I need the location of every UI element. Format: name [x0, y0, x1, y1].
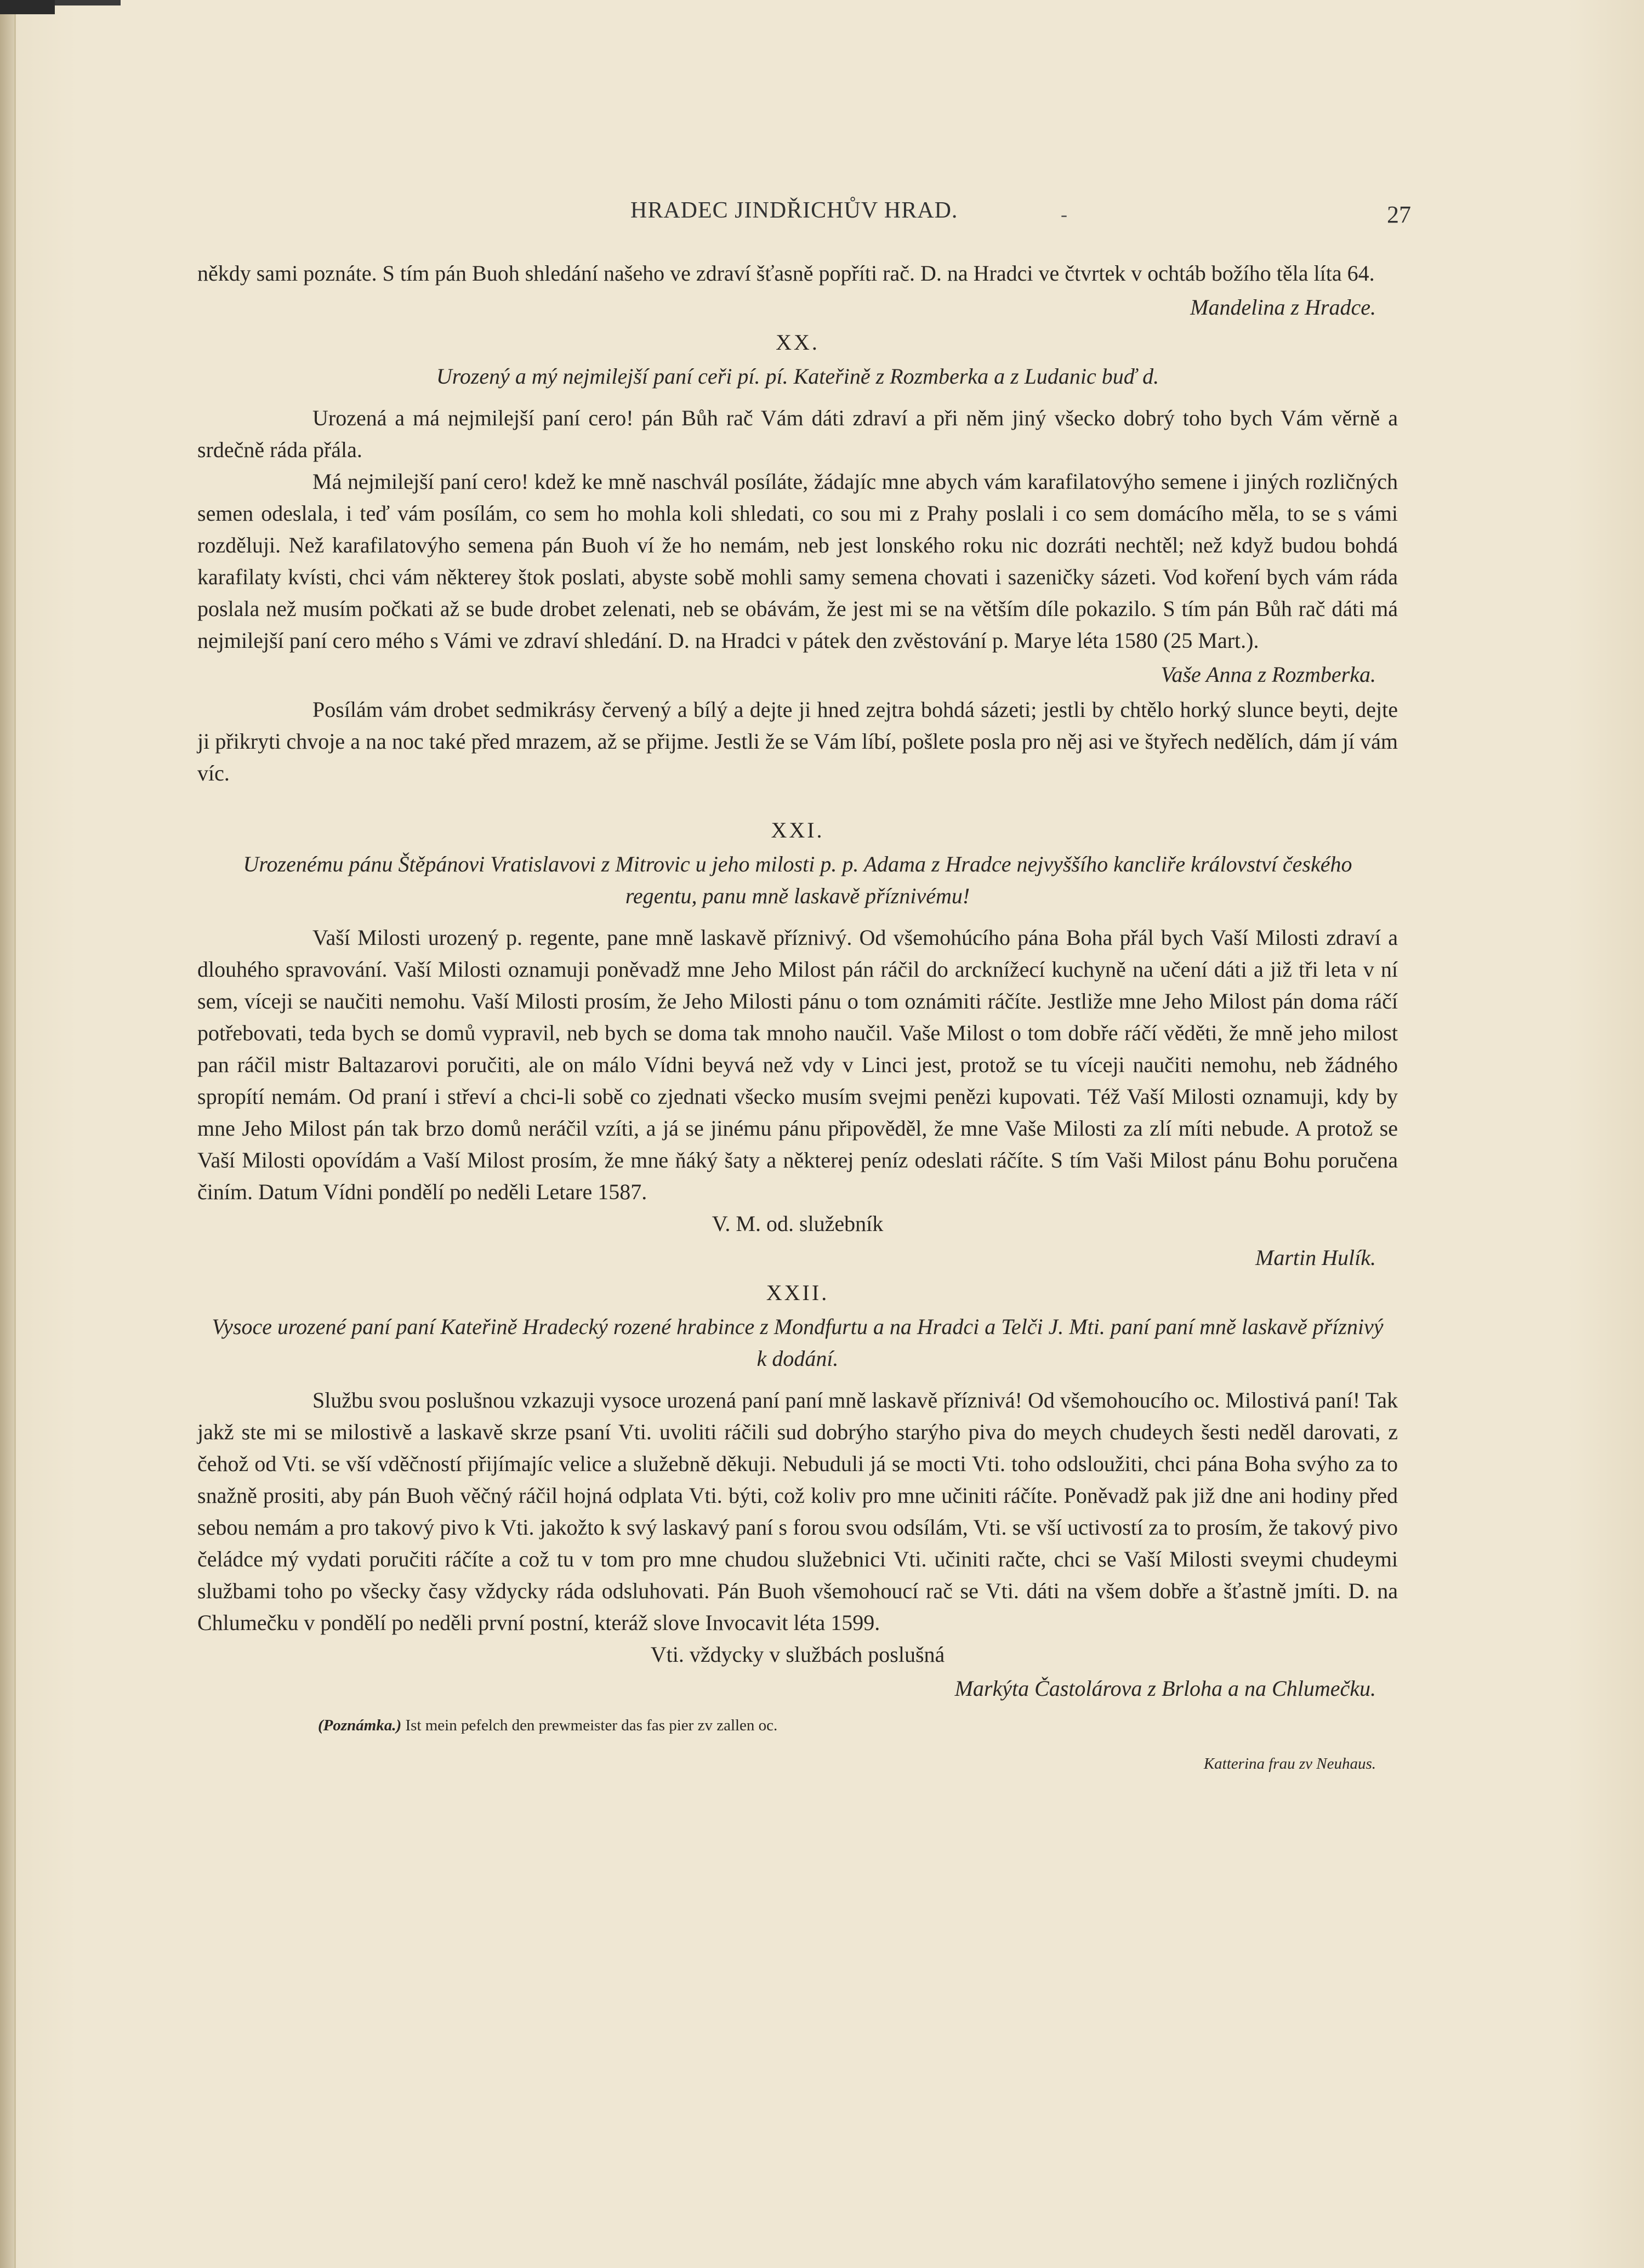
letter-20-paragraph-2: Má nejmilejší paní cero! kdež ke mně naschvál posíláte, žádajíc mne abych vám karafilatovýho semene i jiných rozličných semen odeslala, i teď vám posílám, co sem ho mohla koli shledati, co sou mi z Prahy poslali i co sem domácího měla, to se s vámi rozděluji. Než karafilatovýho semena pán Buoh ví že ho nemám, neb jest lonského roku nic dozráti nechtěl; než když budou bohdá karafilaty kvísti, chci vám některey štok poslati, abyste sobě mohli samy semena chovati i sazeničky sázeti. Vod koření bych vám ráda poslala než musím počkati až se bude drobet zelenati, neb se obávám, že jest mi se na větším díle pokazilo. S tím pán Bůh rač dáti má nejmilejší paní cero mého s Vámi ve zdraví shledání. D. na Hradci v pátek den zvěstování p. Marye léta 1580 (25 Mart.). — [197, 469, 1398, 653]
header-dot: - — [1061, 203, 1067, 225]
letter-20-postscript: Posílám vám drobet sedmikrásy červený a bílý a dejte ji hned zejtra bohdá sázeti; jestli by chtělo horký slunce beyti, dejte ji přikryti chvoje a na noc také před mrazem, až se přijme. Jestli že se Vám líbí, pošlete posla pro něj asi ve štyřech nedělích, dám jí vám víc. — [197, 697, 1398, 785]
letter-21-address: Urozenému pánu Štěpánovi Vratislavovi z Mitrovic u jeho milosti p. p. Adama z Hradce nejvyššího kancliře království českého regentu, panu mně laskavě příznivému! — [243, 852, 1352, 908]
corner-mark — [0, 0, 55, 14]
letter-22-closing: Vti. vždycky v službách poslušná — [650, 1642, 945, 1667]
continuation-paragraph: někdy sami poznáte. S tím pán Buoh shledání našeho ve zdraví šťasně popříti rač. D. na Hradci ve čtvrtek v ochtáb božího těla líta 64. — [197, 261, 1375, 286]
letter-20-paragraph-1: Urozená a má nejmilejší paní cero! pán Bůh rač Vám dáti zdraví a při něm jiný všecko dobrý toho bych Vám věrně a srdečně ráda přála. — [197, 406, 1398, 462]
fold-line — [14, 0, 16, 2268]
signature-magdalena: Mandelina z Hradce. — [1190, 295, 1376, 320]
letter-20-address: Urozený a mý nejmilejší paní ceři pí. pí. Kateřině z Rozmberka a z Ludanic buď d. — [436, 364, 1159, 389]
letter-21-signature: Martin Hulík. — [1255, 1245, 1376, 1270]
letter-21-closing: V. M. od. služebník — [712, 1211, 884, 1236]
letter-22-number: XXII. — [766, 1280, 829, 1305]
letter-20-signature: Vaše Anna z Rozmberka. — [1161, 662, 1376, 687]
letter-21-number: XXI. — [771, 818, 824, 842]
letter-22-paragraph-1: Službu svou poslušnou vzkazuji vysoce urozená paní paní mně laskavě příznivá! Od všemohoucího oc. Milostivá paní! Tak jakž ste mi se milostivě a laskavě skrze psaní Vti. uvoliti ráčili sud dobrýho starýho piva do meych chudeych šesti neděl darovati, z čehož od Vti. se vší vděčností přijímajíc velice a služebně děkuji. Nebuduli já se mocti Vti. toho odsloužiti, chci pána Boha svýho za to snažně prositi, aby pán Buoh věčný ráčil hojná odplata Vti. býti, což koliv pro mne učiniti ráčíte. Poněvadž pak již dne ani hodiny před sebou nemám a pro takový pivo k Vti. jakožto k svý laskavý paní s forou svou odsílám, Vti. se vší uctivostí za to prosím, že takový pivo čeládce mý vydati poručiti ráčíte a což tu v tom pro mne chudou služebnici Vti. učiniti račte, chci se Vaší Milosti sveymi chudeymi službami toho po všecky časy vždycky ráda odsluhovati. Pán Buoh všemohoucí rač se Vti. dáti na všem dobře a šťastně jmíti. D. na Chlumečku v pondělí po neděli první postní, kteráž slove Invocavit léta 1599. — [197, 1388, 1398, 1635]
footnote-text: Ist mein pefelch den prewmeister das fas pier zv zallen oc. — [405, 1717, 778, 1734]
page-number: 27 — [1387, 201, 1411, 228]
footnote — [197, 1714, 1398, 1736]
corner-mark-thin — [55, 0, 121, 5]
running-title: HRADEC JINDŘICHŮV HRAD. — [630, 198, 958, 223]
spacer — [197, 789, 1398, 811]
footnote-signature: Katterina frau zv Neuhaus. — [1203, 1755, 1376, 1773]
letter-20-number: XX. — [776, 330, 820, 355]
letter-22-address: Vysoce urozené paní paní Kateřině Hradecký rozené hrabince z Mondfurtu a na Hradci a Telči J. Mti. paní paní mně laskavě příznivý k dodání. — [212, 1314, 1384, 1371]
page-content — [197, 258, 1398, 1775]
footnote-label: (Poznámka.) — [318, 1717, 402, 1734]
binding-edge — [0, 0, 14, 2268]
letter-21-paragraph-1: Vaší Milosti urozený p. regente, pane mně laskavě příznivý. Od všemohúcího pána Boha přál bych Vaší Milosti zdraví a dlouhého spravování. Vaší Milosti oznamuji poněvadž mne Jeho Milost pán ráčil do arcknížecí kuchyně na učení dáti a již tři leta v ní sem, víceji se naučiti nemohu. Vaší Milosti prosím, že Jeho Milosti pánu o tom oznámiti ráčíte. Jestliže mne Jeho Milost pán doma ráčí potřebovati, teda bych se domů vypravil, neb bych se doma tak mnoho naučil. Vaše Milost o tom dobře ráčí věděti, že mně jeho milost pan ráčil mistr Baltazarovi poručiti, ale on málo Vídni beyvá než vdy v Linci jest, protož se tu víceji naučiti nemohu, neb žádného spropítí nemám. Od praní i střeví a chci-li sobě co zjednati všecko musím svejmi penězi kupovati. Též Vaší Milosti oznamuji, kdy by mne Jeho Milost pán tak brzo domů neráčil vzíti, a já se jinému pánu připověděl, že mne Vaše Milosti za zlí míti nebude. A protož se Vaší Milosti opovídám a Vaší Milost prosím, že mne ňáký šaty a některej peníz odeslati ráčíte. S tím Vaši Milost pánu Bohu poručena činím. Datum Vídni pondělí po neděli Letare 1587. — [197, 925, 1398, 1204]
letter-22-signature: Markýta Častolárova z Brloha a na Chlumečku. — [954, 1676, 1376, 1701]
